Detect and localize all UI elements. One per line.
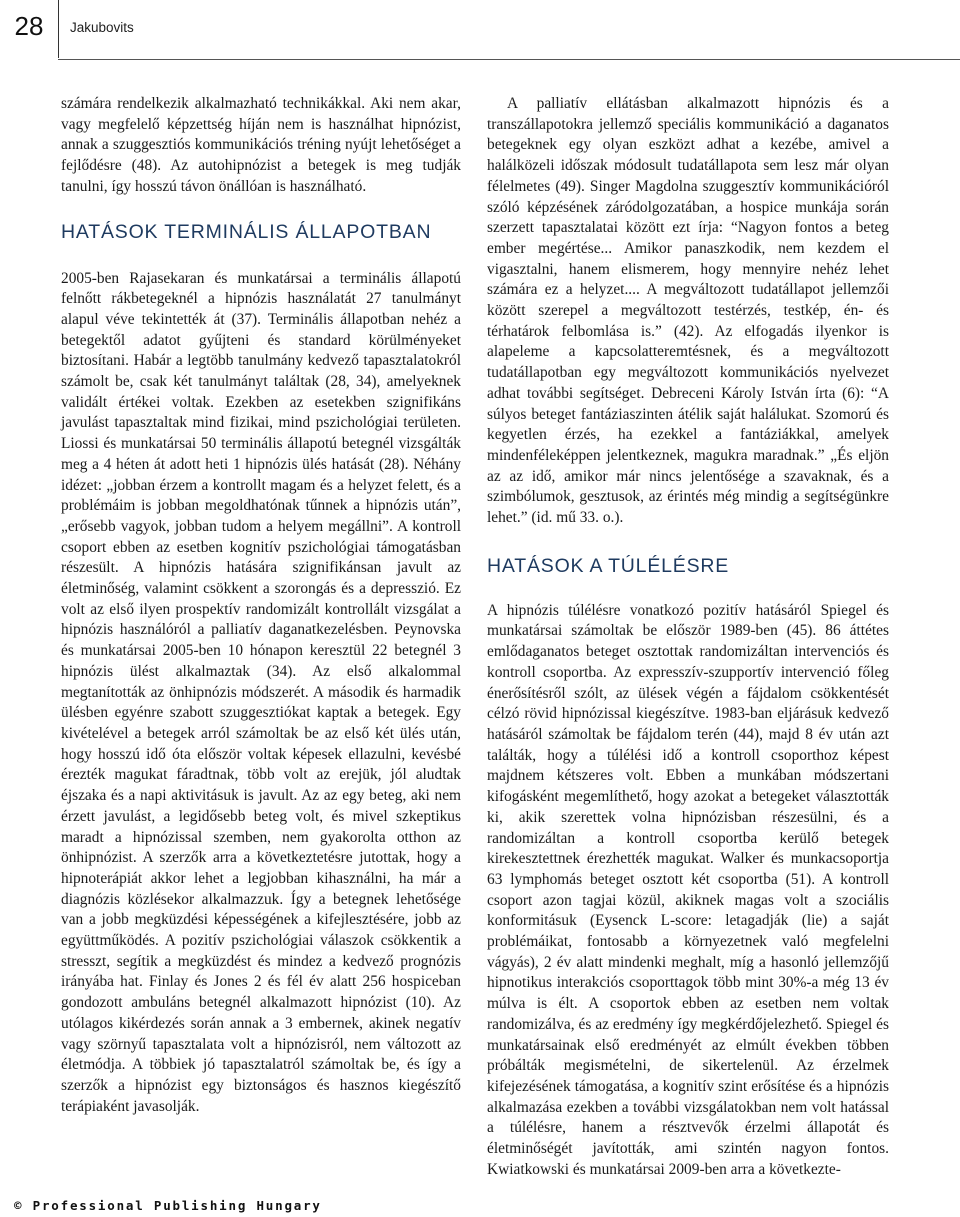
left-column	[61, 94, 461, 1117]
left-paragraph-1: számára rendelkezik alkalmazható technikákkal. Aki nem akar, vagy megfelelő képzettség híján nem is használhat hipnózist, annak a szuggesztiós kommunikációs tréning nyújt lehetőséget a fejlődésre (48). Az autohipnózist a betegek is meg tudják tanulni, így hosszú távon önállóan is használható.	[61, 95, 461, 195]
running-head: Jakubovits	[70, 20, 134, 35]
copyright-footer: © Professional Publishing Hungary	[14, 1198, 322, 1213]
left-paragraph-2: 2005-ben Rajasekaran és munkatársai a terminális állapotú felnőtt rákbetegeknél a hipnózis használatát 27 tanulmányt alapul véve tekintették át (37). Terminális állapotban nehéz a betegektől adatot gyűjteni és standard körülményeket biztosítani. Habár a legtöbb tanulmány kedvező tapasztalatokról számolt be, csak két tanulmányt találtak (28, 34), amelyeknek validált értékei voltak. Ezekben az esetekben szignifikáns javulást tapasztaltak mind fizikai, mind pszichológiai területen. Liossi és munkatársai 50 terminális állapotú betegnél vizsgálták meg a 4 héten át adott heti 1 hipnózis ülés hatását (28). Néhány idézet: „jobban érzem a kontrollt magam és a helyzet felett, és a problémáim is jobban megoldhatónak tűnnek a hipnózis után”, „erősebb vagyok, jobban tudom a helyem megállni”. A kontroll csoport ebben az esetben kognitív pszichológiai támogatásban részesült. A hipnózis hatására szignifikánsan javult az életminőség, valamint csökkent a szorongás és a depresszió. Ez volt az első ilyen prospektív randomizált kontrollált vizsgálat a hipnózis használóról a palliatív daganatkezelésben. Peynovska és munkatársai 2005-ben 10 hónapon keresztül 22 betegnél 3 hipnózis ülést alkalmaztak (34). Az első alkalommal megtanították az önhipnózis módszerét. A második és harmadik ülésben egyénre szabott szuggesztiókat kaptak a betegek. Egy kivételével a betegek arról számoltak be az első két ülés után, hogy hosszú idő óta először voltak képesek ellazulni, kevésbé érezték magukat fáradtnak, több volt az erejük, jól aludtak éjszaka és a napi aktivitásuk is javult. Az az egy beteg, aki nem érzett javulást, a legidősebb beteg volt, és mivel szkeptikus maradt a hipnózissal szemben, nem gyakorolta otthon az önhipnózist. A szerzők arra a következtetésre jutottak, hogy a hipnoterápiát akkor lehet a legjobban kihasználni, ha már a diagnózis közlésekor alkalmazzuk. Így a betegnek lehetősége van a jobb megküzdési képességének a kifejlesztésére, jobb az együttműködés. A pozitív pszichológiai válaszok csökkentik a stresszt, segítik a megküzdést és mindez a kedvező prognózis irányába hat. Finlay és Jones 2 és fél év alatt 256 hospiceban gondozott ambuláns betegnél alkalmazott hipnózist (10). Az utólagos kikérdezés során annak a 3 embernek, akinek negatív vagy szörnyű tapasztalata volt a hipnózisról, nem változott az életmódja. A többiek jó tapasztalatról számoltak be, és így a szerzők a hipnózist egy biztonságos és hasznos kiegészítő terápiaként javasolják.	[61, 269, 461, 1115]
right-paragraph-2: A hipnózis túlélésre vonatkozó pozitív hatásáról Spiegel és munkatársai számoltak be először 1989-ben (45). 86 áttétes emlődaganatos beteget osztottak randomizáltan intervenciós és kontroll csoportba. Az expresszív-szupportív intervenció főleg énerősítésről szólt, az ülések végén a fájdalom csökkentését célzó rövid hipnózissal kiegészítve. 1983-ban eljárásuk kedvező hatásáról számoltak be fájdalom terén (44), majd 8 év után azt találták, hogy a túlélési idő a kontroll csoporthoz képest majdnem kétszeres volt. Ebben a munkában módszertani kifogásként megemlíthető, hogy azokat a betegeket választották ki, akik szerettek volna hipnózisban részesülni, és a randomizáltan a kontroll csoportba kerülő betegek kirekesztettnek érezhették magukat. Walker és munkacsoportja 63 lymphomás beteget osztott két csoportba (51). A kontroll csoport azon tagjai közül, akiknek magas volt a szociális konformitásuk (Eysenck L-score: letagadják (lie) a saját problémáikat, fontosabb a környezetnek való megfelelni vágyás), 2 év alatt mindenki meghalt, míg a hasonló jellemzőjű hipnotikus interakciós csoporttagok több mint 30%-a még 13 év múlva is élt. A csoportok ebben az esetben nem voltak randomizálva, és az eredmény így megkérdőjelezhető. Spiegel és munkatársainak első eredményét az elmúlt években többen próbálták megismételni, de sikertelenül. Az érzelmek kifejezésének támogatása, a kognitív szint erősítése és a hipnózis alkalmazása ezekben a további vizsgálatokban nem volt hatással a túlélésre, hanem a résztvevők érzelmi állapotát és életminőségét javították, ami szintén nagyon fontos. Kwiatkowski és munkatársai 2009-ben arra a következte-	[487, 601, 889, 1178]
header-divider-horizontal	[58, 59, 960, 60]
page-number: 28	[14, 11, 44, 41]
header-divider-vertical	[58, 0, 59, 58]
right-column	[487, 94, 889, 1180]
section-heading-survival: HATÁSOK A TÚLÉLÉSRE	[487, 554, 730, 577]
page-header	[0, 0, 960, 60]
section-heading-terminal: HATÁSOK TERMINÁLIS ÁLLAPOTBAN	[61, 220, 432, 243]
right-paragraph-1: A palliatív ellátásban alkalmazott hipnózis és a transzállapotokra jellemző speciális kommunikáció a daganatos betegeknek egy olyan eszközt adhat a kezébe, amivel a halálközeli időszak módosult tudatállapota sem lesz már olyan félelmetes (49). Singer Magdolna szuggesztív kommunikációról szóló képzésének záródolgozatában, a hospice munkája során szerzett tapasztalatai között ezt írja: “Nagyon fontos a beteg ember megértése... Amikor panaszkodik, nem kezdem el vigasztalni, hanem elismerem, hogy mennyire nehéz lehet számára ez a helyzet.... A megváltozott tudatállapot jellemzői között szerepel a megváltozott testérzés, testkép, én- és térhatárok felbomlása is.” (42). Az elfogadás ilyenkor is alapeleme a kapcsolatteremtésnek, és a megváltozott tudatállapotban egy megváltozott kommunikációs nyelvezet adhat további segítséget. Debreceni Károly István írta (6): “A súlyos beteget fantáziaszinten átélik saját halálukat. Szomorú és kegyetlen érzés, ha ezekkel a fantáziákkal, amelyek mindenféleképpen jelentkeznek, magukra maradnak.” „És eljön az az idő, amikor már nincs jelentősége a szavaknak, és a szimbólumok, gesztusok, az érintés még mindig a segítségünkre lehet.” (id. mű 33. o.).	[487, 95, 889, 527]
